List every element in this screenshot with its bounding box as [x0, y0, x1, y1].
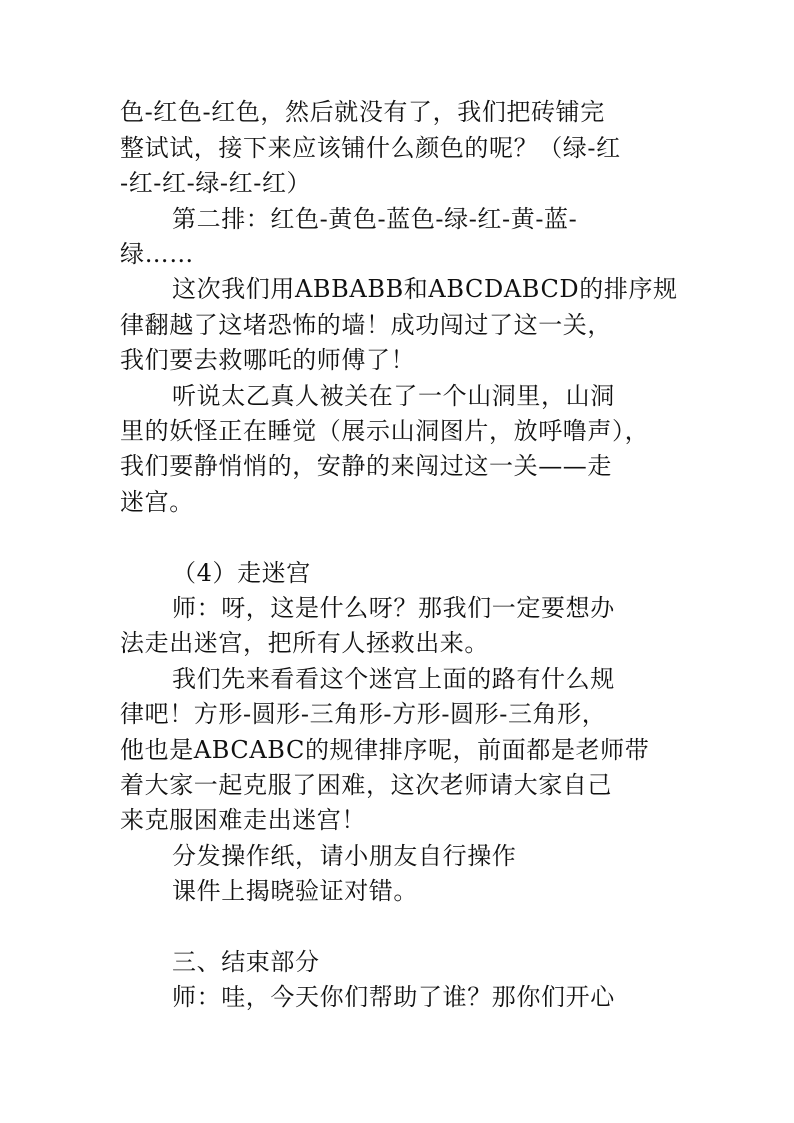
paragraph-line: 律翻越了这堵恐怖的墙！成功闯过了这一关，	[120, 311, 612, 339]
paragraph-line: 绿……	[120, 240, 194, 268]
paragraph-line: -红-红-绿-红-红）	[120, 169, 312, 197]
paragraph-line: 这次我们用ABBABB和ABCDABCD的排序规	[172, 275, 678, 303]
paragraph-line: 第二排：红色-黄色-蓝色-绿-红-黄-蓝-	[172, 205, 578, 233]
paragraph-line: 律吧！方形-圆形-三角形-方形-圆形-三角形，	[120, 700, 607, 728]
paragraph-line: 听说太乙真人被关在了一个山洞里，山洞	[172, 382, 615, 410]
paragraph-line: 分发操作纸，请小朋友自行操作	[172, 842, 517, 870]
paragraph-line: 师：哇，今天你们帮助了谁？那你们开心	[172, 983, 615, 1011]
paragraph-line: 着大家一起克服了困难，这次老师请大家自己	[120, 771, 612, 799]
paragraph-line: 色-红色-红色，然后就没有了，我们把砖铺完	[120, 98, 605, 126]
section-heading: （4）走迷宫	[172, 559, 311, 587]
paragraph-line: 我们要静悄悄的，安静的来闯过这一关——走	[120, 452, 612, 480]
paragraph-line: 法走出迷宫，把所有人拯救出来。	[120, 629, 489, 657]
paragraph-line: 他也是ABCABC的规律排序呢，前面都是老师带	[120, 736, 650, 764]
paragraph-line: 我们要去救哪吒的师傅了！	[120, 346, 416, 374]
paragraph-line: 课件上揭晓验证对错。	[172, 877, 418, 905]
paragraph-line: 里的妖怪正在睡觉（展示山洞图片，放呼噜声），	[120, 417, 650, 445]
paragraph-line: 迷宫。	[120, 488, 194, 516]
paragraph-line: 我们先来看看这个迷宫上面的路有什么规	[172, 665, 615, 693]
paragraph-line: 整试试，接下来应该铺什么颜色的呢？（绿-红	[120, 134, 621, 162]
paragraph-line: 来克服困难走出迷宫！	[120, 806, 366, 834]
paragraph-line: 师：呀，这是什么呀？那我们一定要想办	[172, 594, 615, 622]
section-heading: 三、结束部分	[172, 948, 320, 976]
